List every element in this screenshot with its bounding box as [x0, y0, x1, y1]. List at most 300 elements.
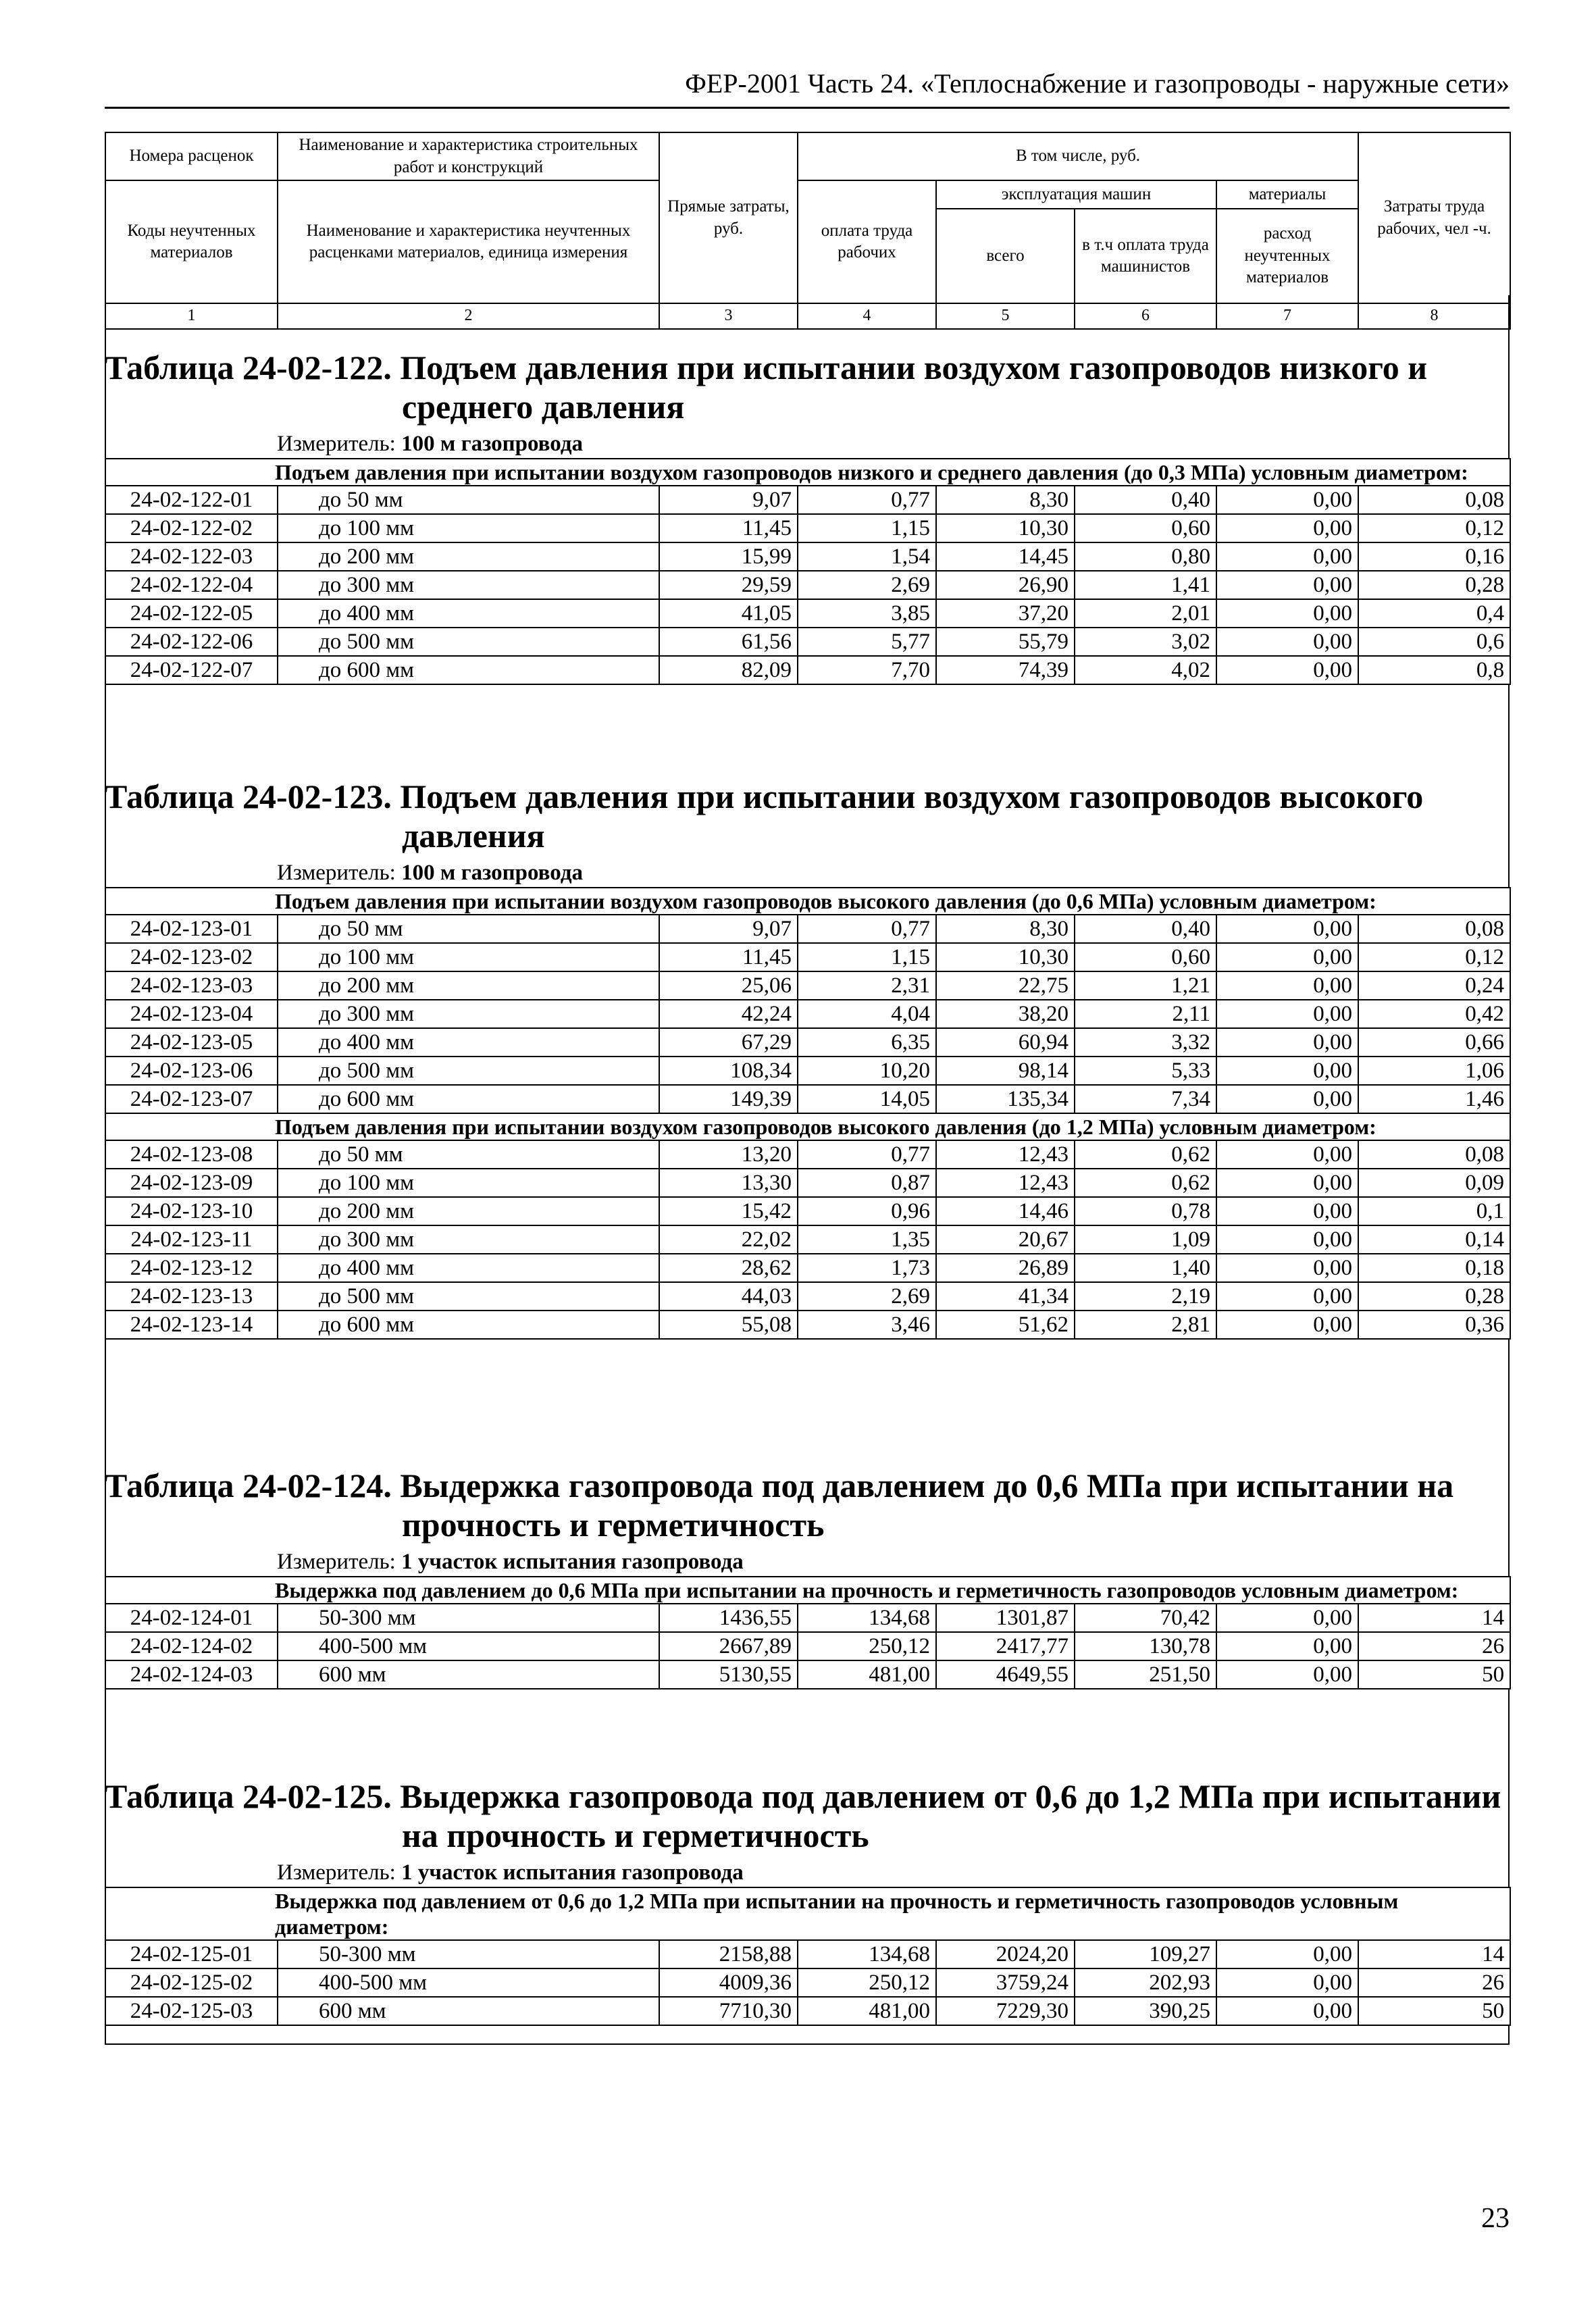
rate-code-cell: 24-02-123-04 — [105, 1000, 278, 1028]
work-name-cell: до 300 мм — [278, 1000, 659, 1028]
table-row — [105, 1028, 1510, 1057]
labor-pay-cell: 0,77 — [798, 486, 936, 514]
machinist-pay-cell: 1,40 — [1075, 1254, 1216, 1282]
machines-total-cell: 74,39 — [936, 656, 1075, 684]
materials-cell: 0,00 — [1216, 943, 1358, 971]
rate-code-cell: 24-02-125-01 — [105, 1940, 278, 1968]
section-title — [105, 1777, 1510, 1855]
machinist-pay-cell: 70,42 — [1075, 1604, 1216, 1632]
col2-header-bottom: Наименование и характеристика неучтенных расценками материалов, единица измерения — [278, 180, 659, 303]
rate-code-cell: 24-02-123-12 — [105, 1254, 278, 1282]
labor-hours-cell: 0,18 — [1358, 1254, 1510, 1282]
rate-code-cell: 24-02-123-05 — [105, 1028, 278, 1057]
labor-pay-cell: 250,12 — [798, 1632, 936, 1660]
materials-cell: 0,00 — [1216, 599, 1358, 628]
rate-code-cell: 24-02-123-14 — [105, 1311, 278, 1339]
table-row — [105, 1057, 1510, 1085]
col2-header-top: Наименование и характеристика строительных работ и конструкций — [278, 132, 659, 180]
materials-cell: 0,00 — [1216, 1057, 1358, 1085]
rate-code-cell: 24-02-122-06 — [105, 628, 278, 656]
table-row — [105, 571, 1510, 599]
col6-header: в т.ч оплата труда машинистов — [1075, 209, 1216, 303]
measure-line — [277, 1860, 1510, 1885]
table-row — [105, 1140, 1510, 1169]
table-row — [105, 1254, 1510, 1282]
table-row — [105, 514, 1510, 542]
materials-cell: 0,00 — [1216, 1000, 1358, 1028]
direct-cost-cell: 28,62 — [659, 1254, 798, 1282]
direct-cost-cell: 29,59 — [659, 571, 798, 599]
direct-cost-cell: 15,99 — [659, 542, 798, 571]
table-row — [105, 1604, 1510, 1632]
work-name-cell: до 300 мм — [278, 1225, 659, 1254]
work-name-cell: до 200 мм — [278, 1197, 659, 1225]
materials-cell: 0,00 — [1216, 1604, 1358, 1632]
direct-cost-cell: 55,08 — [659, 1311, 798, 1339]
rates-table — [105, 458, 1511, 685]
machinist-pay-cell: 0,62 — [1075, 1140, 1216, 1169]
labor-pay-cell: 134,68 — [798, 1604, 936, 1632]
direct-cost-cell: 9,07 — [659, 915, 798, 943]
direct-cost-cell: 1436,55 — [659, 1604, 798, 1632]
labor-pay-cell: 1,54 — [798, 542, 936, 571]
rate-code-cell: 24-02-122-01 — [105, 486, 278, 514]
work-name-cell: 50-300 мм — [278, 1940, 659, 1968]
rate-code-cell: 24-02-123-03 — [105, 971, 278, 1000]
table-row — [105, 1085, 1510, 1113]
machinist-pay-cell: 1,41 — [1075, 571, 1216, 599]
measure-label: Измеритель: — [277, 861, 396, 885]
table-row — [105, 486, 1510, 514]
materials-cell: 0,00 — [1216, 1254, 1358, 1282]
rate-code-cell: 24-02-123-06 — [105, 1057, 278, 1085]
machinist-pay-cell: 0,78 — [1075, 1197, 1216, 1225]
labor-pay-cell: 250,12 — [798, 1968, 936, 1997]
labor-pay-cell: 1,35 — [798, 1225, 936, 1254]
machinist-pay-cell: 0,80 — [1075, 542, 1216, 571]
work-name-cell: 400-500 мм — [278, 1968, 659, 1997]
work-name-cell: 600 мм — [278, 1660, 659, 1689]
labor-pay-cell: 3,85 — [798, 599, 936, 628]
col-number: 2 — [278, 303, 659, 329]
rate-code-cell: 24-02-122-07 — [105, 656, 278, 684]
labor-hours-cell: 0,08 — [1358, 1140, 1510, 1169]
rate-code-cell: 24-02-122-04 — [105, 571, 278, 599]
section-title-line1: Таблица 24-02-122. Подъем давления при испытании воздухом газопроводов низкого и — [105, 349, 1428, 386]
machines-total-cell: 4649,55 — [936, 1660, 1075, 1689]
section-table-24-02-122 — [105, 348, 1510, 685]
rate-code-cell: 24-02-122-05 — [105, 599, 278, 628]
work-name-cell: до 400 мм — [278, 1028, 659, 1057]
col-number: 1 — [105, 303, 278, 329]
work-name-cell: до 600 мм — [278, 656, 659, 684]
work-name-cell: до 100 мм — [278, 514, 659, 542]
measure-label: Измеритель: — [277, 1860, 396, 1885]
labor-hours-cell: 0,4 — [1358, 599, 1510, 628]
col8-header: Затраты труда рабочих, чел -ч. — [1358, 132, 1510, 303]
machines-total-cell: 2417,77 — [936, 1632, 1075, 1660]
machines-total-cell: 7229,30 — [936, 1997, 1075, 2025]
machinist-pay-cell: 390,25 — [1075, 1997, 1216, 2025]
group-caption-row — [105, 1113, 1510, 1140]
direct-cost-cell: 4009,36 — [659, 1968, 798, 1997]
labor-pay-cell: 1,73 — [798, 1254, 936, 1282]
materials-cell: 0,00 — [1216, 1085, 1358, 1113]
work-name-cell: до 400 мм — [278, 1254, 659, 1282]
table-row — [105, 599, 1510, 628]
materials-cell: 0,00 — [1216, 628, 1358, 656]
labor-hours-cell: 1,46 — [1358, 1085, 1510, 1113]
machinist-pay-cell: 7,34 — [1075, 1085, 1216, 1113]
work-name-cell: 400-500 мм — [278, 1632, 659, 1660]
machines-total-cell: 20,67 — [936, 1225, 1075, 1254]
section-title-line2: среднего давления — [402, 388, 685, 426]
rate-code-cell: 24-02-123-01 — [105, 915, 278, 943]
group-caption: Выдержка под давлением от 0,6 до 1,2 МПа при испытании на прочность и герметичность газопроводов условным диаметром: — [105, 1887, 1510, 1940]
labor-hours-cell: 26 — [1358, 1968, 1510, 1997]
machines-total-cell: 98,14 — [936, 1057, 1075, 1085]
section-title-line2: давления — [402, 817, 545, 855]
machinist-pay-cell: 109,27 — [1075, 1940, 1216, 1968]
section-title-line2: прочность и герметичность — [402, 1506, 825, 1544]
rate-code-cell: 24-02-124-02 — [105, 1632, 278, 1660]
machinist-pay-cell: 0,40 — [1075, 915, 1216, 943]
group-caption: Подъем давления при испытании воздухом газопроводов высокого давления (до 1,2 МПа) условным диаметром: — [105, 1113, 1510, 1140]
col3-header: Прямые затраты, руб. — [659, 132, 798, 303]
direct-cost-cell: 67,29 — [659, 1028, 798, 1057]
materials-cell: 0,00 — [1216, 1940, 1358, 1968]
running-header: ФЕР-2001 Часть 24. «Теплоснабжение и газопроводы - наружные сети» — [685, 68, 1510, 99]
machines-total-cell: 60,94 — [936, 1028, 1075, 1057]
col-number: 5 — [936, 303, 1075, 329]
col4-header: оплата труда рабочих — [798, 180, 936, 303]
labor-pay-cell: 0,77 — [798, 915, 936, 943]
section-title-line1: Таблица 24-02-124. Выдержка газопровода под давлением до 0,6 МПа при испытании на — [105, 1467, 1454, 1504]
rate-code-cell: 24-02-123-02 — [105, 943, 278, 971]
labor-hours-cell: 0,28 — [1358, 1282, 1510, 1311]
materials-cell: 0,00 — [1216, 1968, 1358, 1997]
labor-hours-cell: 14 — [1358, 1940, 1510, 1968]
direct-cost-cell: 11,45 — [659, 514, 798, 542]
group-caption-row — [105, 459, 1510, 486]
col7-header: расход неучтенных материалов — [1216, 209, 1358, 303]
table-row — [105, 971, 1510, 1000]
work-name-cell: до 100 мм — [278, 943, 659, 971]
work-name-cell: до 500 мм — [278, 628, 659, 656]
table-row — [105, 943, 1510, 971]
direct-cost-cell: 61,56 — [659, 628, 798, 656]
section-title-line2: на прочность и герметичность — [402, 1816, 869, 1854]
direct-cost-cell: 7710,30 — [659, 1997, 798, 2025]
machinist-pay-cell: 3,02 — [1075, 628, 1216, 656]
machines-total-cell: 8,30 — [936, 486, 1075, 514]
materials-cell: 0,00 — [1216, 915, 1358, 943]
direct-cost-cell: 2158,88 — [659, 1940, 798, 1968]
direct-cost-cell: 41,05 — [659, 599, 798, 628]
group-caption-row — [105, 1887, 1510, 1940]
measure-label: Измеритель: — [277, 1550, 396, 1574]
labor-pay-cell: 2,69 — [798, 1282, 936, 1311]
labor-pay-cell: 14,05 — [798, 1085, 936, 1113]
direct-cost-cell: 22,02 — [659, 1225, 798, 1254]
labor-hours-cell: 14 — [1358, 1604, 1510, 1632]
col-number: 6 — [1075, 303, 1216, 329]
machinist-pay-cell: 130,78 — [1075, 1632, 1216, 1660]
machinist-pay-cell: 1,21 — [1075, 971, 1216, 1000]
labor-pay-cell: 3,46 — [798, 1311, 936, 1339]
table-row — [105, 1000, 1510, 1028]
table-row — [105, 1660, 1510, 1689]
labor-pay-cell: 4,04 — [798, 1000, 936, 1028]
machines-total-cell: 22,75 — [936, 971, 1075, 1000]
labor-hours-cell: 0,08 — [1358, 915, 1510, 943]
col-number: 3 — [659, 303, 798, 329]
machines-total-cell: 2024,20 — [936, 1940, 1075, 1968]
direct-cost-cell: 13,30 — [659, 1169, 798, 1197]
measure-label: Измеритель: — [277, 432, 396, 456]
section-title-line1: Таблица 24-02-125. Выдержка газопровода под давлением от 0,6 до 1,2 МПа при испытании — [105, 1777, 1501, 1815]
materials-cell: 0,00 — [1216, 1632, 1358, 1660]
measure-value: 1 участок испытания газопровода — [401, 1860, 744, 1885]
machines-total-cell: 41,34 — [936, 1282, 1075, 1311]
direct-cost-cell: 11,45 — [659, 943, 798, 971]
group-caption: Подъем давления при испытании воздухом газопроводов низкого и среднего давления (до 0,3 МПа) условным диаметром: — [105, 459, 1510, 486]
labor-hours-cell: 50 — [1358, 1997, 1510, 2025]
machines-total-cell: 135,34 — [936, 1085, 1075, 1113]
table-row — [105, 915, 1510, 943]
labor-pay-cell: 5,77 — [798, 628, 936, 656]
work-name-cell: до 500 мм — [278, 1057, 659, 1085]
work-name-cell: до 400 мм — [278, 599, 659, 628]
section-table-24-02-124 — [105, 1466, 1510, 1689]
table-row — [105, 1968, 1510, 1997]
materials-cell: 0,00 — [1216, 1997, 1358, 2025]
labor-pay-cell: 481,00 — [798, 1660, 936, 1689]
materials-cell: 0,00 — [1216, 1140, 1358, 1169]
direct-cost-cell: 9,07 — [659, 486, 798, 514]
machines-total-cell: 3759,24 — [936, 1968, 1075, 1997]
rate-code-cell: 24-02-125-03 — [105, 1997, 278, 2025]
materials-cell: 0,00 — [1216, 1028, 1358, 1057]
table-row — [105, 542, 1510, 571]
work-name-cell: до 50 мм — [278, 486, 659, 514]
work-name-cell: до 600 мм — [278, 1311, 659, 1339]
machinist-pay-cell: 2,01 — [1075, 599, 1216, 628]
rate-code-cell: 24-02-124-03 — [105, 1660, 278, 1689]
machinist-pay-cell: 202,93 — [1075, 1968, 1216, 1997]
labor-hours-cell: 0,28 — [1358, 571, 1510, 599]
rate-code-cell: 24-02-123-10 — [105, 1197, 278, 1225]
machines-total-cell: 10,30 — [936, 514, 1075, 542]
machines-total-cell: 10,30 — [936, 943, 1075, 971]
labor-pay-cell: 7,70 — [798, 656, 936, 684]
machinist-pay-cell: 0,60 — [1075, 514, 1216, 542]
labor-hours-cell: 0,6 — [1358, 628, 1510, 656]
machines-total-cell: 51,62 — [936, 1311, 1075, 1339]
materials-cell: 0,00 — [1216, 486, 1358, 514]
direct-cost-cell: 5130,55 — [659, 1660, 798, 1689]
group-caption: Выдержка под давлением до 0,6 МПа при испытании на прочность и герметичность газопроводов условным диаметром: — [105, 1577, 1510, 1604]
measure-line — [277, 861, 1510, 886]
materials-cell: 0,00 — [1216, 1169, 1358, 1197]
group-caption: Подъем давления при испытании воздухом газопроводов высокого давления (до 0,6 МПа) условным диаметром: — [105, 888, 1510, 915]
group-caption-row — [105, 1577, 1510, 1604]
section-title-line1: Таблица 24-02-123. Подъем давления при испытании воздухом газопроводов высокого — [105, 778, 1424, 815]
labor-pay-cell: 0,96 — [798, 1197, 936, 1225]
measure-value: 1 участок испытания газопровода — [401, 1550, 744, 1574]
section-table-24-02-123 — [105, 777, 1510, 1340]
labor-pay-cell: 10,20 — [798, 1057, 936, 1085]
rate-code-cell: 24-02-124-01 — [105, 1604, 278, 1632]
machinist-pay-cell: 2,11 — [1075, 1000, 1216, 1028]
labor-hours-cell: 0,24 — [1358, 971, 1510, 1000]
table-row — [105, 1197, 1510, 1225]
rate-code-cell: 24-02-123-09 — [105, 1169, 278, 1197]
materials-cell: 0,00 — [1216, 971, 1358, 1000]
direct-cost-cell: 82,09 — [659, 656, 798, 684]
labor-hours-cell: 50 — [1358, 1660, 1510, 1689]
measure-value: 100 м газопровода — [401, 861, 584, 885]
machinist-pay-cell: 251,50 — [1075, 1660, 1216, 1689]
rates-table — [105, 887, 1511, 1340]
machinist-pay-cell: 2,19 — [1075, 1282, 1216, 1311]
machines-total-cell: 26,90 — [936, 571, 1075, 599]
table-row — [105, 656, 1510, 684]
rate-code-cell: 24-02-123-11 — [105, 1225, 278, 1254]
machines-total-cell: 12,43 — [936, 1169, 1075, 1197]
work-name-cell: до 50 мм — [278, 1140, 659, 1169]
machines-total-cell: 38,20 — [936, 1000, 1075, 1028]
machinist-pay-cell: 0,40 — [1075, 486, 1216, 514]
machines-total-cell: 1301,87 — [936, 1604, 1075, 1632]
labor-pay-cell: 481,00 — [798, 1997, 936, 2025]
section-title — [105, 777, 1510, 855]
table-row — [105, 1940, 1510, 1968]
col-number: 7 — [1216, 303, 1358, 329]
section-table-24-02-125 — [105, 1777, 1510, 2026]
machines-total-cell: 26,89 — [936, 1254, 1075, 1282]
col1-header-bottom: Коды неучтенных материалов — [105, 180, 278, 303]
table-row — [105, 1169, 1510, 1197]
labor-hours-cell: 0,1 — [1358, 1197, 1510, 1225]
labor-pay-cell: 0,77 — [798, 1140, 936, 1169]
labor-hours-cell: 0,36 — [1358, 1311, 1510, 1339]
materials-cell: 0,00 — [1216, 514, 1358, 542]
labor-pay-cell: 0,87 — [798, 1169, 936, 1197]
col5-header: всего — [936, 209, 1075, 303]
machines-total-cell: 55,79 — [936, 628, 1075, 656]
machines-total-cell: 8,30 — [936, 915, 1075, 943]
machinist-pay-cell: 1,09 — [1075, 1225, 1216, 1254]
table-row — [105, 1997, 1510, 2025]
machinist-pay-cell: 0,60 — [1075, 943, 1216, 971]
machines-total-cell: 14,46 — [936, 1197, 1075, 1225]
work-name-cell: 600 мм — [278, 1997, 659, 2025]
header-rule — [105, 107, 1510, 109]
direct-cost-cell: 108,34 — [659, 1057, 798, 1085]
labor-hours-cell: 0,16 — [1358, 542, 1510, 571]
col-number: 8 — [1358, 303, 1510, 329]
direct-cost-cell: 25,06 — [659, 971, 798, 1000]
machines-total-cell: 12,43 — [936, 1140, 1075, 1169]
group-caption-row — [105, 888, 1510, 915]
direct-cost-cell: 2667,89 — [659, 1632, 798, 1660]
work-name-cell: до 200 мм — [278, 971, 659, 1000]
materials-cell: 0,00 — [1216, 656, 1358, 684]
direct-cost-cell: 13,20 — [659, 1140, 798, 1169]
labor-hours-cell: 0,09 — [1358, 1169, 1510, 1197]
labor-pay-cell: 134,68 — [798, 1940, 936, 1968]
labor-hours-cell: 26 — [1358, 1632, 1510, 1660]
materials-cell: 0,00 — [1216, 1311, 1358, 1339]
rate-code-cell: 24-02-125-02 — [105, 1968, 278, 1997]
machinist-pay-cell: 5,33 — [1075, 1057, 1216, 1085]
work-name-cell: до 200 мм — [278, 542, 659, 571]
labor-pay-cell: 1,15 — [798, 943, 936, 971]
col1-header-top: Номера расценок — [105, 132, 278, 180]
materials-cell: 0,00 — [1216, 1660, 1358, 1689]
section-title — [105, 348, 1510, 426]
labor-pay-cell: 2,31 — [798, 971, 936, 1000]
labor-pay-cell: 6,35 — [798, 1028, 936, 1057]
table-row — [105, 1632, 1510, 1660]
materials-cell: 0,00 — [1216, 1282, 1358, 1311]
machinist-pay-cell: 4,02 — [1075, 656, 1216, 684]
rate-code-cell: 24-02-123-08 — [105, 1140, 278, 1169]
rate-code-cell: 24-02-122-03 — [105, 542, 278, 571]
rate-code-cell: 24-02-123-07 — [105, 1085, 278, 1113]
labor-pay-cell: 2,69 — [798, 571, 936, 599]
direct-cost-cell: 149,39 — [659, 1085, 798, 1113]
rate-code-cell: 24-02-123-13 — [105, 1282, 278, 1311]
table-row — [105, 1225, 1510, 1254]
measure-line — [277, 432, 1510, 457]
table-row — [105, 1282, 1510, 1311]
work-name-cell: до 300 мм — [278, 571, 659, 599]
labor-hours-cell: 0,08 — [1358, 486, 1510, 514]
machinist-pay-cell: 2,81 — [1075, 1311, 1216, 1339]
labor-pay-cell: 1,15 — [798, 514, 936, 542]
col-number: 4 — [798, 303, 936, 329]
materials-cell: 0,00 — [1216, 1197, 1358, 1225]
labor-hours-cell: 0,8 — [1358, 656, 1510, 684]
labor-hours-cell: 0,12 — [1358, 514, 1510, 542]
labor-hours-cell: 1,06 — [1358, 1057, 1510, 1085]
group-header-materials: материалы — [1216, 180, 1358, 209]
machinist-pay-cell: 3,32 — [1075, 1028, 1216, 1057]
group-header-incl: В том числе, руб. — [798, 132, 1358, 180]
labor-hours-cell: 0,14 — [1358, 1225, 1510, 1254]
page-number: 23 — [1481, 2203, 1510, 2234]
machines-total-cell: 37,20 — [936, 599, 1075, 628]
rates-table — [105, 1887, 1511, 2026]
materials-cell: 0,00 — [1216, 1225, 1358, 1254]
work-name-cell: до 50 мм — [278, 915, 659, 943]
section-title — [105, 1466, 1510, 1544]
direct-cost-cell: 15,42 — [659, 1197, 798, 1225]
direct-cost-cell: 42,24 — [659, 1000, 798, 1028]
direct-cost-cell: 44,03 — [659, 1282, 798, 1311]
labor-hours-cell: 0,12 — [1358, 943, 1510, 971]
labor-hours-cell: 0,42 — [1358, 1000, 1510, 1028]
table-row — [105, 628, 1510, 656]
materials-cell: 0,00 — [1216, 571, 1358, 599]
table-row — [105, 1311, 1510, 1339]
work-name-cell: до 100 мм — [278, 1169, 659, 1197]
work-name-cell: до 500 мм — [278, 1282, 659, 1311]
group-header-machines: эксплуатация машин — [936, 180, 1216, 209]
work-name-cell: до 600 мм — [278, 1085, 659, 1113]
